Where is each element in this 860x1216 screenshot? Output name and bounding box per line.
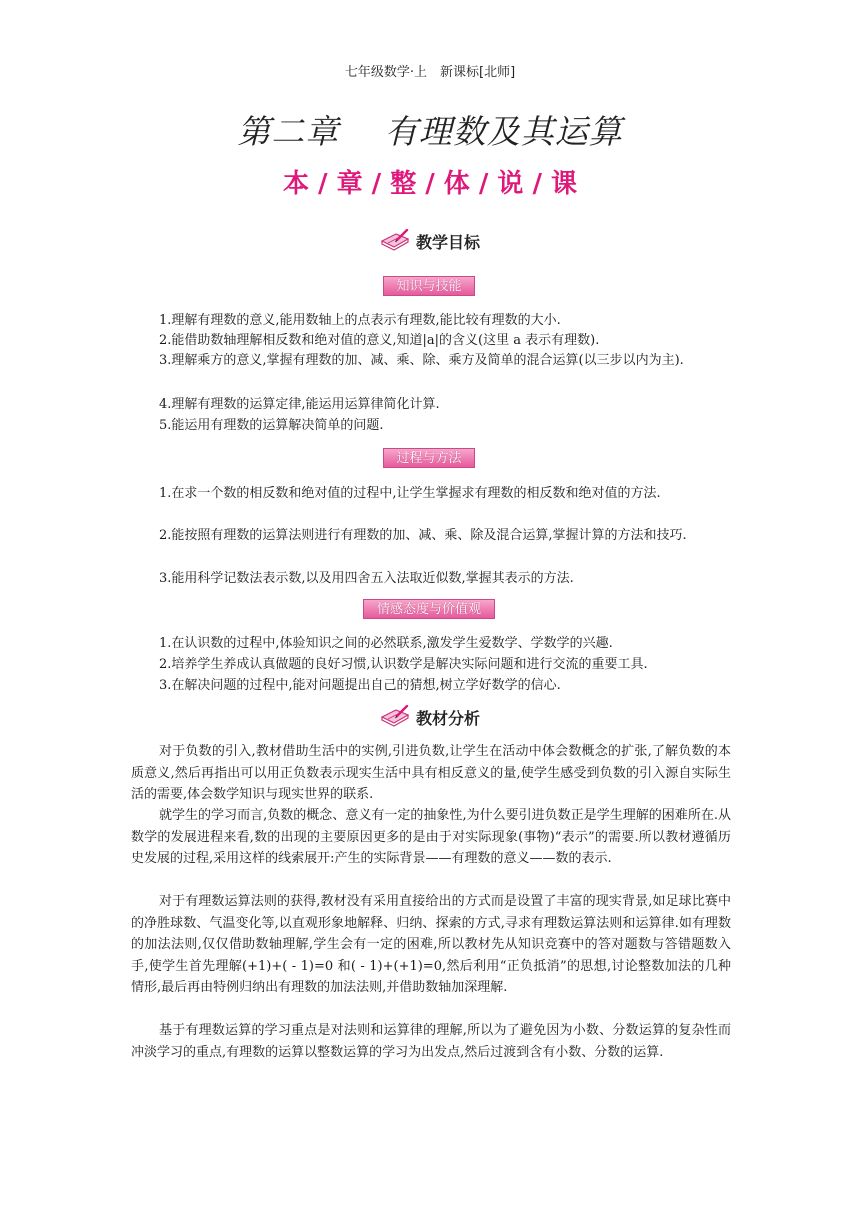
analysis-paragraph: 基于有理数运算的学习重点是对法则和运算律的理解,所以为了避免因为小数、分数运算的复杂性而冲淡学习的重点,有理数的运算以整数运算的学习为出发点,然后过渡到含有小数、分数的运算. <box>131 1023 731 1060</box>
analysis-paragraph: 对于有理数运算法则的获得,教材没有采用直接给出的方式而是设置了丰富的现实背景,如足球比赛中的净胜球数、气温变化等,以直观形象地解释、归纳、探索的方式,寻求有理数运算法则和运算律.如有理数的加法法则,仅仅借助数轴理解,学生会有一定的困难,所以教材先从知识竞赛中的答对题数与答错题数入手,使学生首先理解(+1)+( - 1)=0 和( - 1)+(+1)=0,然后利用“正负抵消”的思想,讨论整数加法的几种情形,最后再由特例归纳出有理数的加法法则,并借助数轴加深理解. <box>131 894 731 995</box>
knowledge-item: 3.理解乘方的意义,掌握有理数的加、减、乘、除、乘方及简单的混合运算(以三步以内为主). <box>159 353 684 368</box>
chapter-title: 第二章 有理数及其运算 <box>237 112 623 151</box>
process-item: 2.能按照有理数的运算法则进行有理数的加、减、乘、除及混合运算,掌握计算的方法和技巧. <box>159 528 687 543</box>
knowledge-item: 5.能运用有理数的运算解决简单的问题. <box>159 418 384 433</box>
heading-analysis <box>0 705 860 733</box>
section-title: 本 / 章 / 整 / 体 / 说 / 课 <box>283 169 577 199</box>
heading-analysis-text: 教材分析 <box>415 708 480 728</box>
analysis-paragraph: 就学生的学习而言,负数的概念、意义有一定的抽象性,为什么要引进负数正是学生理解的困难所在.从数学的发展进程来看,数的出现的主要原因更多的是由于对实际现象(事物)“表示”的需要.所以教材遵循历史发展的过程,采用这样的线索展开:产生的实际背景——有理数的意义——数的表示. <box>131 808 731 866</box>
book-pen-icon <box>380 229 410 253</box>
book-pen-icon <box>380 705 410 729</box>
heading-goals-text: 教学目标 <box>415 232 480 252</box>
emotion-item: 2.培养学生养成认真做题的良好习惯,认识数学是解决实际问题和进行交流的重要工具. <box>159 657 648 672</box>
emotion-item: 3.在解决问题的过程中,能对问题提出自己的猜想,树立学好数学的信心. <box>159 678 561 693</box>
process-item: 3.能用科学记数法表示数,以及用四舍五入法取近似数,掌握其表示的方法. <box>159 571 574 586</box>
heading-goals <box>0 229 860 257</box>
tag-knowledge: 知识与技能 <box>383 276 475 296</box>
process-item: 1.在求一个数的相反数和绝对值的过程中,让学生掌握求有理数的相反数和绝对值的方法. <box>159 486 661 501</box>
tag-process: 过程与方法 <box>383 448 475 468</box>
knowledge-item: 1.理解有理数的意义,能用数轴上的点表示有理数,能比较有理数的大小. <box>159 313 561 328</box>
knowledge-item: 2.能借助数轴理解相反数和绝对值的意义,知道|a|的含义(这里 a 表示有理数). <box>159 333 600 348</box>
page-header: 七年级数学·上 新课标[北师] <box>344 65 516 80</box>
knowledge-item: 4.理解有理数的运算定律,能运用运算律简化计算. <box>159 397 440 412</box>
tag-emotion: 情感态度与价值观 <box>363 599 495 619</box>
analysis-paragraph: 对于负数的引入,教材借助生活中的实例,引进负数,让学生在活动中体会数概念的扩张,了解负数的本质意义,然后再指出可以用正负数表示现实生活中具有相反意义的量,使学生感受到负数的引入源自实际生活的需要,体会数学知识与现实世界的联系. <box>131 744 731 802</box>
emotion-item: 1.在认识数的过程中,体验知识之间的必然联系,激发学生爱数学、学数学的兴趣. <box>159 636 613 651</box>
